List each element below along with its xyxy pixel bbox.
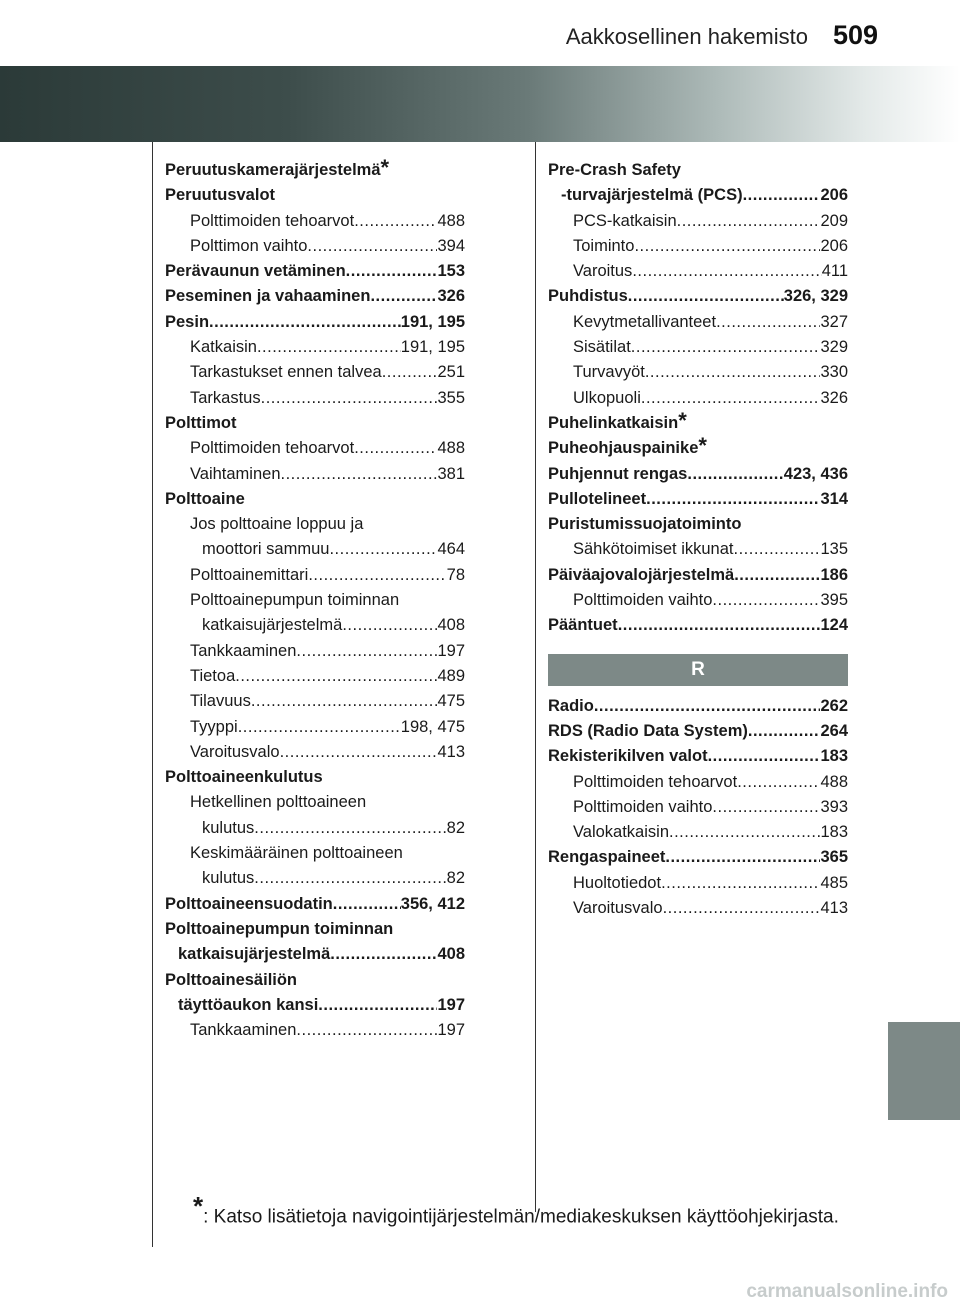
index-entry [165,892,465,917]
dot-leader [280,740,438,765]
index-entry-page: 485 [820,873,848,892]
index-entry [548,259,848,284]
index-entry-page: 327 [820,312,848,331]
index-entry [548,360,848,385]
index-entry [165,335,465,360]
index-entry [548,234,848,259]
index-entry [548,284,848,309]
index-entry-label: Polttoainesäiliön [165,970,298,989]
index-entry-page: 183 [820,823,848,842]
index-entry-page: 355 [437,388,465,407]
dot-leader [251,689,438,714]
dot-leader [748,719,821,744]
dot-leader [330,942,437,967]
index-entry-page: 183 [820,747,848,766]
dot-leader [634,234,820,259]
index-entry-page: 329 [820,338,848,357]
index-entry [165,765,465,790]
index-entry [165,512,465,537]
dot-leader [308,563,446,588]
index-entry-label: Polttimoiden tehoarvot [190,211,355,230]
index-group-r [548,694,848,922]
index-entry-page: 326 [820,388,848,407]
index-entry-page: 423, 436 [783,464,848,483]
index-entry-page: 489 [437,666,465,685]
index-entry-label: Hetkellinen polttoaineen [190,793,367,812]
index-entry [548,613,848,638]
index-entry-label: Tietoa [190,666,236,685]
index-entry-label: Tankkaaminen [190,641,297,660]
index-entry [548,845,848,870]
index-entry [165,411,465,436]
index-entry-label: Polttimon vaihto [190,236,308,255]
dot-leader [716,310,820,335]
index-entry-label: -turvajärjestelmä (PCS) [561,186,743,205]
index-entry [548,158,848,183]
dot-leader [631,335,821,360]
index-entry [165,993,465,1018]
chapter-tab [888,1022,960,1120]
index-entry [165,259,465,284]
index-entry-label: Polttimoiden vaihto [573,591,713,610]
index-entry [548,512,848,537]
index-entry-page: 326 [437,287,465,306]
index-entry [165,537,465,562]
dot-leader [646,487,820,512]
index-entry-label: Valokatkaisin [573,823,669,842]
index-entry [548,588,848,613]
footnote-text: : Katso lisätietoja navigointijärjestelmän/mediakeskuksen käyttöohjekirjasta. [203,1206,839,1228]
index-entry-label: Kevytmetallivanteet [573,312,717,331]
index-entry-label: Puheohjauspainike [548,439,699,458]
dot-leader [743,183,821,208]
index-entry [165,209,465,234]
dot-leader [665,845,820,870]
index-entry-page: 191, 195 [400,312,465,331]
index-entry-label: Polttimot [165,413,237,432]
index-entry-page: 356, 412 [400,894,465,913]
index-entry: Peruutuskamerajärjestelmä * [165,158,465,183]
index-entry [165,613,465,638]
index-entry [548,183,848,208]
dot-leader [677,209,821,234]
index-entry-label: moottori sammuu [202,540,330,559]
index-entry-label: Polttimoiden tehoarvot [573,772,738,791]
index-entry [165,588,465,613]
index-entry-label: Polttoainepumpun toiminnan [165,919,394,938]
index-column-right [548,158,848,921]
dot-leader [346,259,438,284]
index-entry [548,462,848,487]
index-entry-label: Puhjennut rengas [548,464,688,483]
index-entry-label: Rekisterikilven valot [548,747,708,766]
index-entry [165,436,465,461]
index-entry [548,795,848,820]
index-entry [165,664,465,689]
index-entry-label: Polttoaine [165,489,245,508]
dot-leader [209,310,401,335]
index-entry-label: PCS-katkaisin [573,211,677,230]
index-entry-page: 197 [437,995,465,1014]
index-entry-page: 78 [446,565,465,584]
index-entry [165,715,465,740]
index-entry-label: Ulkopuoli [573,388,641,407]
index-entry [548,770,848,795]
index-entry-page: 408 [437,616,465,635]
index-entry-page: 464 [437,540,465,559]
dot-leader [354,436,437,461]
watermark: carmanualsonline.info [746,1281,948,1302]
index-entry-page: 251 [437,363,465,382]
left-border-line [152,142,153,1247]
index-entry [165,284,465,309]
index-entry-label: Vaihtaminen [190,464,281,483]
dot-leader [296,1018,437,1043]
index-entry-label: Huoltotiedot [573,873,662,892]
index-entry [165,942,465,967]
dot-leader [734,563,820,588]
index-entry-page: 395 [820,591,848,610]
footnote-star: * [193,1191,204,1221]
index-entry-page: 314 [820,489,848,508]
index-entry-label: kulutus [202,818,255,837]
index-entry-page: 393 [820,797,848,816]
index-entry-page: 488 [437,211,465,230]
dot-leader [281,462,438,487]
index-entry-page: 186 [820,565,848,584]
index-entry [548,896,848,921]
index-entry-label: Sisätilat [573,338,631,357]
dot-leader [641,386,821,411]
index-entry-label: Puhdistus [548,287,628,306]
index-entry [548,386,848,411]
index-entry [548,537,848,562]
index-entry-page: 326, 329 [783,287,848,306]
index-entry [165,234,465,259]
dot-leader [632,259,821,284]
index-entry-label: Peruutusvalot [165,186,276,205]
index-entry-label: Pullotelineet [548,489,647,508]
index-entry-label: Pesin [165,312,210,331]
index-entry-label: Katkaisin [190,338,257,357]
dot-leader [296,639,437,664]
dot-leader [329,537,437,562]
index-entry [165,917,465,942]
dot-leader [737,770,820,795]
index-column-left [165,155,465,1043]
dot-leader [382,360,438,385]
index-entry-page: 365 [820,848,848,867]
index-entry [548,820,848,845]
index-entry [548,694,848,719]
index-entry [165,1018,465,1043]
index-entry-page: 413 [820,899,848,918]
index-entry-page: 197 [437,1021,465,1040]
index-entry-page: 153 [437,262,465,281]
dot-leader [235,664,437,689]
index-entry-page: 191, 195 [400,338,465,357]
index-entry: Puheohjauspainike * [548,436,848,461]
index-entry-label: Tarkastus [190,388,261,407]
index-entry-page: 197 [437,641,465,660]
index-entry-label: Puhelinkatkaisin [548,413,679,432]
dot-leader [645,360,821,385]
index-entry [165,386,465,411]
index-entry-page: 488 [820,772,848,791]
index-entry-label: Peruutuskamerajärjestelmä [165,161,381,179]
index-entry-label: Rengaspaineet [548,848,666,867]
index-entry [548,719,848,744]
dot-leader [594,694,821,719]
index-entry [548,744,848,769]
dot-leader [712,795,820,820]
index-entry-page: 206 [820,236,848,255]
index-entry-label: Polttoainemittari [190,565,309,584]
index-entry-page: 198, 475 [400,717,465,736]
index-entry-label: Jos polttoaine loppuu ja [190,515,364,534]
dot-leader [708,744,821,769]
index-entry [165,866,465,891]
dot-leader [687,462,783,487]
dot-leader [333,892,401,917]
index-group-p [548,158,848,639]
index-entry [165,310,465,335]
index-entry [165,462,465,487]
index-entry-label: Varoitusvalo [573,899,663,918]
index-entry-page: 262 [820,696,848,715]
index-entry [548,209,848,234]
index-entry-label: RDS (Radio Data System) [548,721,748,740]
index-entry: Puhelinkatkaisin * [548,411,848,436]
index-entry-label: Tankkaaminen [190,1021,297,1040]
dot-leader [628,284,784,309]
index-entry-page: 82 [446,818,465,837]
index-entry-label: Keskimääräinen polttoaineen [190,844,403,863]
index-entry-page: 209 [820,211,848,230]
index-entry-label: Perävaunun vetäminen [165,262,346,281]
page-header [0,0,960,66]
index-entry [165,790,465,815]
index-entry [548,335,848,360]
index-entry-label: Päiväajovalojärjestelmä [548,565,735,584]
index-entry-label: Tarkastukset ennen talvea [190,363,382,382]
dot-leader [618,613,821,638]
index-entry-label: katkaisujärjestelmä [178,945,331,964]
index-entry-page: 264 [820,721,848,740]
index-entry [165,563,465,588]
index-entry-page: 82 [446,869,465,888]
index-entry [165,968,465,993]
dot-leader [307,234,437,259]
footnote [193,1191,839,1228]
index-entry [165,360,465,385]
index-entry-label: Tilavuus [190,692,251,711]
index-entry-label: Pääntuet [548,616,618,635]
index-entry-label: Polttoaineenkulutus [165,768,323,787]
index-entry-label: katkaisujärjestelmä [202,616,343,635]
index-entry-page: 413 [437,742,465,761]
index-entry-label: Polttoainepumpun toiminnan [190,591,400,610]
index-entry [548,563,848,588]
index-entry-page: 330 [820,363,848,382]
index-entry [165,740,465,765]
index-entry [165,841,465,866]
index-entry [165,183,465,208]
index-entry-label: Varoitus [573,262,633,281]
index-entry-label: Varoitusvalo [190,742,280,761]
index-entry-page: 135 [820,540,848,559]
index-entry [548,487,848,512]
index-entry [165,689,465,714]
index-entry [165,816,465,841]
dot-leader [238,715,401,740]
dot-leader [669,820,820,845]
dot-leader [318,993,437,1018]
dot-leader [661,871,820,896]
dot-leader [261,386,438,411]
dot-leader [734,537,821,562]
dot-leader [257,335,401,360]
index-entry-page: 475 [437,692,465,711]
dot-leader [254,866,446,891]
index-entry-label: Pre-Crash Safety [548,161,681,179]
dot-leader [712,588,820,613]
index-entry-label: Polttoaineensuodatin [165,894,333,913]
dot-leader [663,896,821,921]
index-entry-label: Peseminen ja vahaaminen [165,287,371,306]
index-entry-label: Radio [548,696,594,715]
index-entry-page: 394 [437,236,465,255]
header-banner [0,66,960,142]
index-entry-label: Sähkötoimiset ikkunat [573,540,734,559]
dot-leader [354,209,437,234]
index-entry [165,487,465,512]
index-entry-label: Toiminto [573,236,635,255]
index-entry-page: 411 [821,262,848,281]
index-entry-label: kulutus [202,869,255,888]
page-number: 509 [832,20,878,50]
dot-leader [254,816,446,841]
section-title: Aakkosellinen hakemisto [565,24,808,49]
index-entry-label: Turvavyöt [573,363,645,382]
index-entry [548,310,848,335]
dot-leader [370,284,437,309]
index-entry [548,871,848,896]
index-entry-label: täyttöaukon kansi [178,995,319,1014]
index-entry-label: Puristumissuojatoiminto [548,515,742,534]
index-entry-page: 206 [820,186,848,205]
index-entry-label: Tyyppi [190,717,238,736]
index-entry-label: Polttimoiden vaihto [573,797,713,816]
index-entry-page: 488 [437,439,465,458]
index-entry [165,639,465,664]
index-entry-page: 124 [820,616,848,635]
index-entry-label: Polttimoiden tehoarvot [190,439,355,458]
letter-heading-r: R [548,654,848,686]
index-entry-page: 408 [437,945,465,964]
dot-leader [342,613,437,638]
index-entry-page: 381 [437,464,465,483]
column-divider [535,142,536,1212]
